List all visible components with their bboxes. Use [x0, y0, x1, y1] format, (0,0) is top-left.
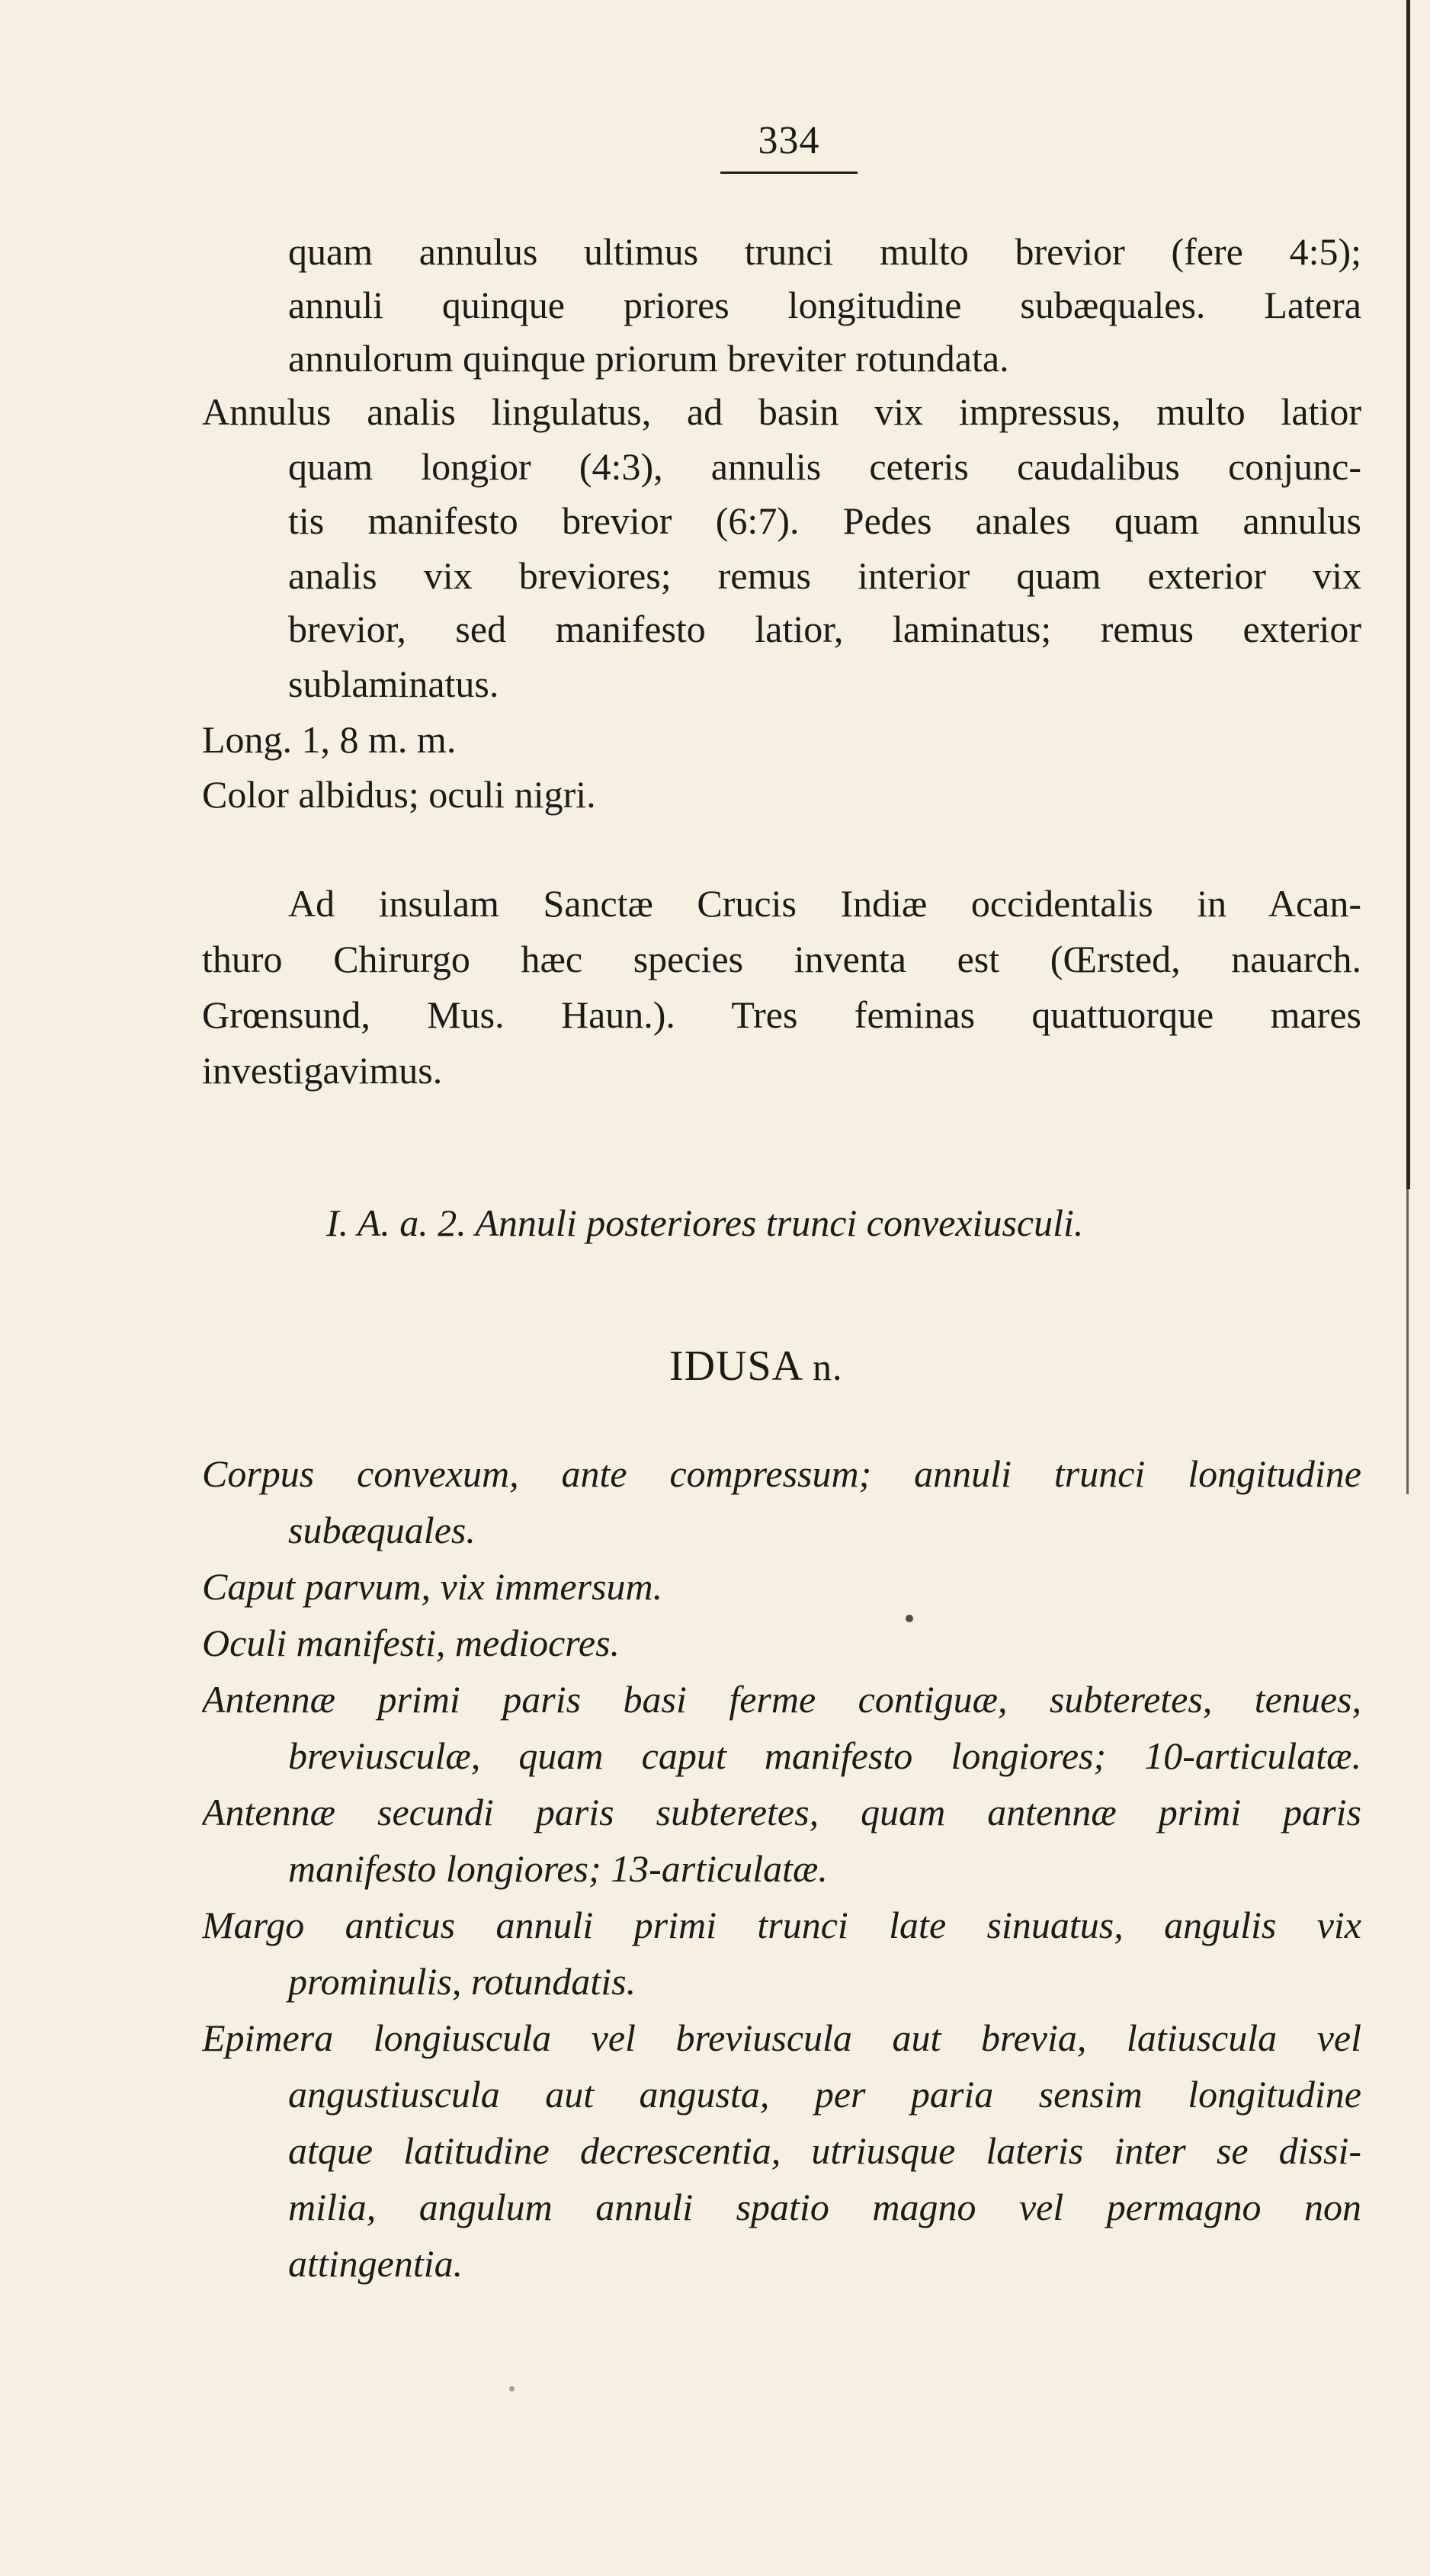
page-number-rule: [720, 172, 858, 174]
text-line: Grœnsund, Mus. Haun.). Tres feminas quattuorque mares: [202, 996, 1361, 1036]
page-edge-line: [1406, 0, 1410, 1189]
diagnosis-line: Oculi manifesti, mediocres.: [202, 1622, 620, 1664]
genus-suffix: n.: [813, 1346, 843, 1388]
text-line: Annulus analis lingulatus, ad basin vix impressus, multo latior: [202, 393, 1361, 433]
page-edge-line-lower: [1406, 1189, 1409, 1494]
diagnosis-line: prominulis, rotundatis.: [288, 1960, 636, 2003]
text-line: quam longior (4:3), annulis ceteris caudalibus conjunc-: [288, 448, 1361, 488]
text-line: Long. 1, 8 m. m.: [202, 718, 457, 761]
text-line: tis manifesto brevior (6:7). Pedes anales quam annulus: [288, 502, 1361, 542]
diagnosis-line: Corpus convexum, ante compressum; annuli trunci longitudine: [202, 1455, 1361, 1495]
diagnosis-line: Caput parvum, vix immersum.: [202, 1565, 663, 1608]
text-line: Ad insulam Sanctæ Crucis Indiæ occidentalis in Acan-: [288, 884, 1361, 925]
diagnosis-line: Antennæ primi paris basi ferme contiguæ, subteretes, tenues,: [202, 1680, 1361, 1721]
text-line: Color albidus; oculi nigri.: [202, 773, 596, 816]
text-line: annulorum quinque priorum breviter rotundata.: [288, 337, 1009, 380]
text-line: analis vix breviores; remus interior quam exterior vix: [288, 557, 1361, 597]
text-line: brevior, sed manifesto latior, laminatus; remus exterior: [288, 610, 1361, 650]
diagnosis-line: Margo anticus annuli primi trunci late sinuatus, angulis vix: [202, 1906, 1361, 1946]
ink-speck: [906, 1615, 913, 1622]
text-line: thuro Chirurgo hæc species inventa est (Œrsted, nauarch.: [202, 940, 1361, 980]
diagnosis-line: atque latitudine decrescentia, utriusque lateris inter se dissi-: [288, 2132, 1361, 2172]
text-line: investigavimus.: [202, 1049, 443, 1092]
diagnosis-line: milia, angulum annuli spatio magno vel permagno non: [288, 2188, 1361, 2228]
diagnosis-line: Antennæ secundi paris subteretes, quam antennæ primi paris: [202, 1793, 1361, 1833]
text-line: quam annulus ultimus trunci multo brevior (fere 4:5);: [288, 233, 1361, 273]
diagnosis-line: angustiuscula aut angusta, per paria sensim longitudine: [288, 2075, 1361, 2116]
page-number: 334: [758, 119, 820, 162]
genus-heading: [669, 1342, 843, 1391]
diagnosis-line: manifesto longiores; 13-articulatæ.: [288, 1847, 828, 1890]
text-line: sublaminatus.: [288, 662, 499, 705]
diagnosis-line: breviusculæ, quam caput manifesto longiores; 10-articulatæ.: [288, 1737, 1361, 1777]
ink-speck: [509, 2386, 515, 2392]
diagnosis-line: subæquales.: [288, 1509, 476, 1551]
diagnosis-line: Epimera longiuscula vel breviuscula aut brevia, latiuscula vel: [202, 2019, 1361, 2059]
section-heading: I. A. a. 2. Annuli posteriores trunci convexiusculi.: [326, 1201, 1084, 1244]
diagnosis-line: attingentia.: [288, 2242, 463, 2285]
genus-name: IDUSA: [669, 1343, 802, 1390]
text-line: annuli quinque priores longitudine subæquales. Latera: [288, 286, 1361, 326]
